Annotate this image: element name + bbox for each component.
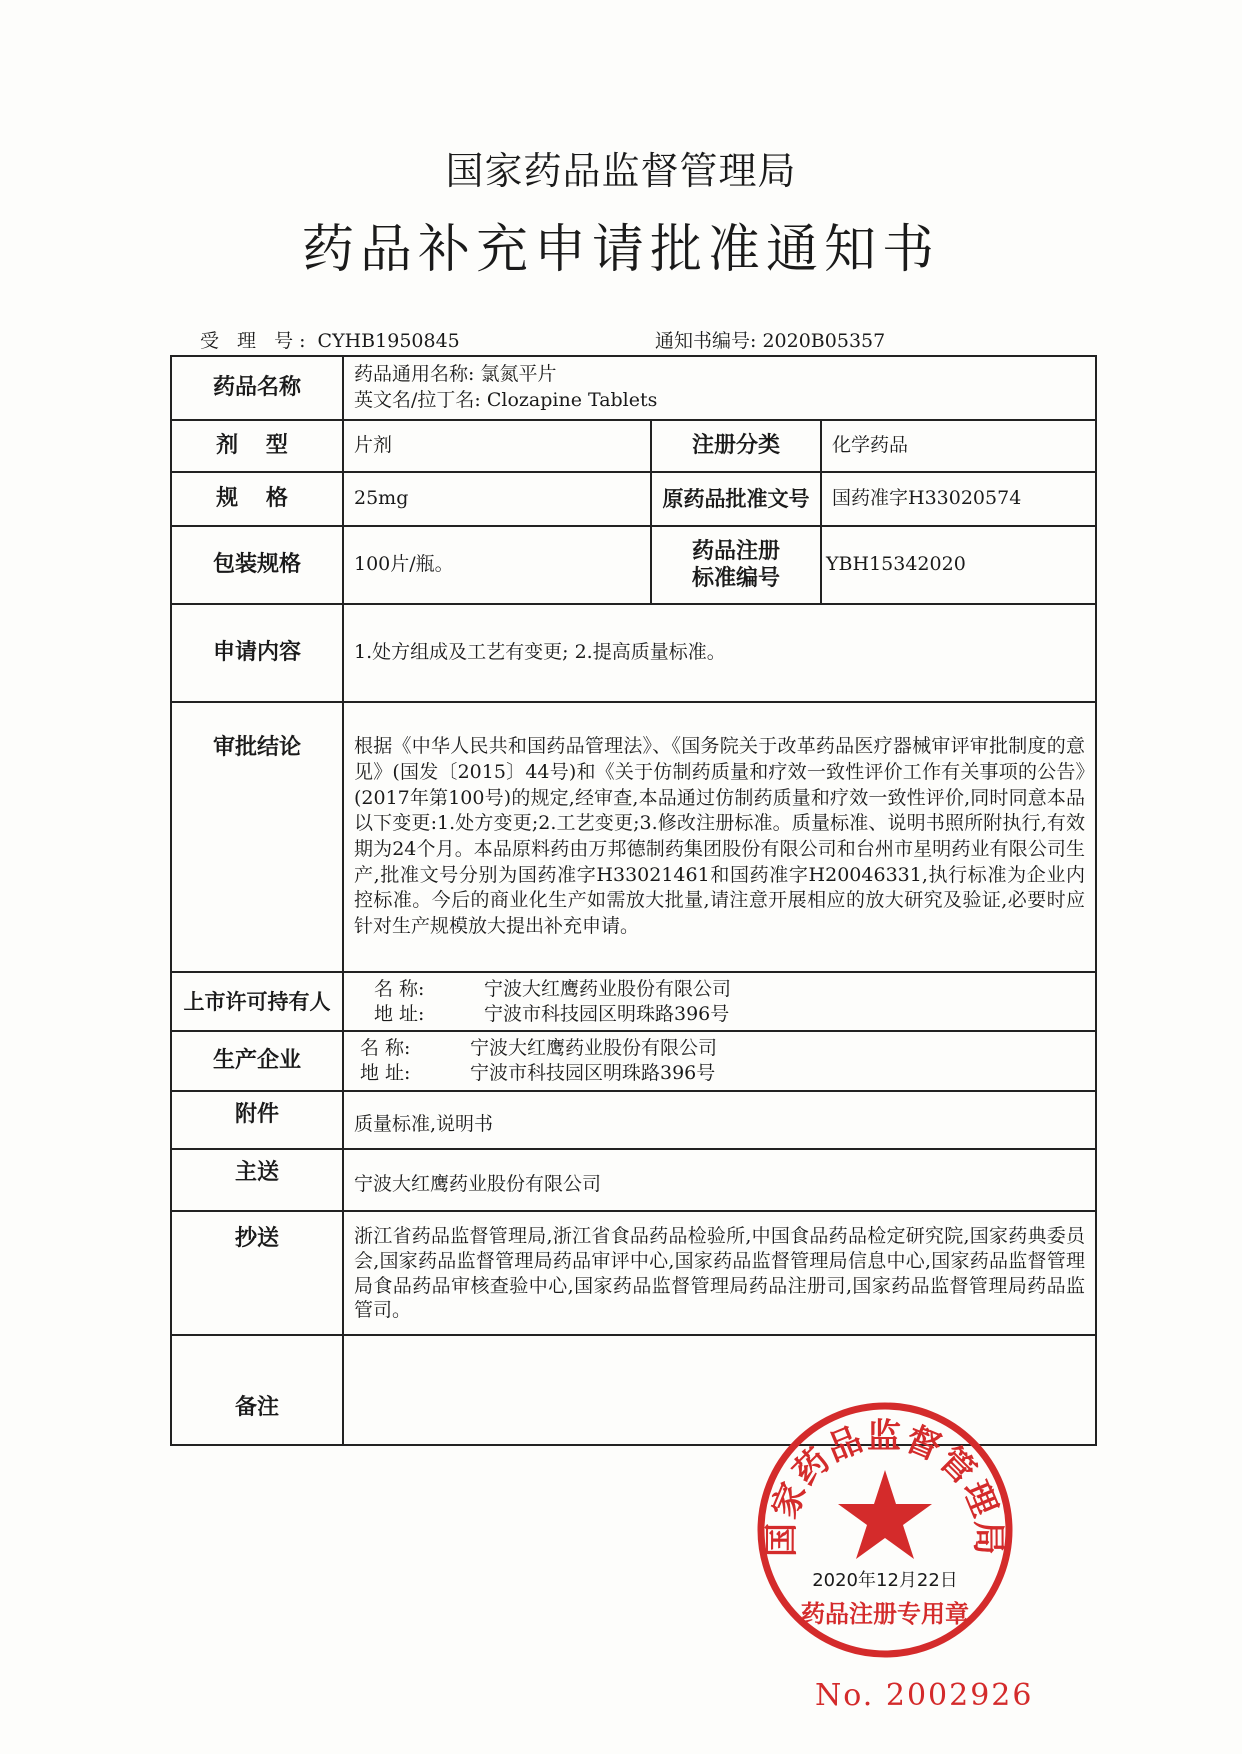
conclusion-label: 审批结论	[171, 702, 343, 972]
std-no-label-line2: 标准编号	[691, 566, 780, 591]
holder-addr-key: 地 址:	[374, 1002, 425, 1025]
holder-value	[343, 972, 1096, 1031]
dosage-form-label: 剂 型	[171, 420, 343, 472]
manufacturer-addr-key: 地 址:	[360, 1062, 411, 1085]
holder-name-line	[374, 977, 1085, 1002]
holder-addr: 宁波市科技园区明珠路396号	[484, 1002, 730, 1025]
drug-name-value	[343, 356, 1096, 420]
row-dosage-form	[171, 420, 1096, 472]
row-attachments	[171, 1091, 1096, 1149]
main-recipient-label: 主送	[171, 1149, 343, 1211]
drug-name-label: 药品名称	[171, 356, 343, 420]
seal-date: 2020年12月22日	[812, 1570, 958, 1591]
manufacturer-name: 宁波大红鹰药业股份有限公司	[470, 1037, 718, 1060]
reg-category-value: 化学药品	[821, 420, 1096, 472]
std-no-label	[651, 526, 821, 604]
manufacturer-label: 生产企业	[171, 1031, 343, 1090]
cc-label: 抄送	[171, 1211, 343, 1335]
issuing-agency: 国家药品监督管理局	[445, 149, 797, 193]
notice-number	[655, 326, 885, 353]
approval-form-table	[170, 355, 1097, 1446]
notice-number-label: 通知书编号:	[655, 330, 757, 352]
spec-value: 25mg	[343, 472, 651, 526]
application-value: 1.处方组成及工艺有变更; 2.提高质量标准。	[343, 604, 1096, 702]
row-cc	[171, 1211, 1096, 1335]
seal-star-icon	[838, 1470, 932, 1559]
row-application	[171, 604, 1096, 702]
application-label: 申请内容	[171, 604, 343, 702]
std-no-label-line1: 药品注册	[691, 538, 780, 564]
serial-number: No. 2002926	[815, 1678, 1034, 1713]
acceptance-number-label: 受 理 号:	[200, 330, 312, 352]
main-recipient-value: 宁波大红鹰药业股份有限公司	[343, 1149, 1096, 1211]
conclusion-value: 根据《中华人民共和国药品管理法》、《国务院关于改革药品医疗器械审评审批制度的意见》(国发〔2015〕44号)和《关于仿制药质量和疗效一致性评价工作有关事项的公告》(2017年第100号)的规定,经审查,本品通过仿制药质量和疗效一致性评价,同时同意本品以下变更:1.处方变更;2.工艺变更;3.修改注册标准。质量标准、说明书照所附执行,有效期为24个月。本品原料药由万邦德制药集团股份有限公司和台州市星明药业有限公司生产,批准文号分别为国药准字H33021461和国药准字H20046331,执行标准为企业内控标准。今后的商业化生产如需放大批量,请注意开展相应的放大研究及验证,必要时应针对生产规模放大提出补充申请。	[343, 702, 1096, 972]
holder-label: 上市许可持有人	[171, 972, 343, 1031]
manufacturer-addr-line	[360, 1061, 1085, 1086]
std-no-value: YBH15342020	[821, 526, 1096, 604]
row-main-recipient	[171, 1149, 1096, 1211]
dosage-form-value: 片剂	[343, 420, 651, 472]
manufacturer-name-key: 名 称:	[360, 1037, 411, 1060]
row-package	[171, 526, 1096, 604]
reg-category-label: 注册分类	[651, 420, 821, 472]
holder-name: 宁波大红鹰药业股份有限公司	[484, 978, 732, 1000]
cc-value: 浙江省药品监督管理局,浙江省食品药品检验所,中国食品药品检定研究院,国家药典委员会,国家药品监督管理局药品审评中心,国家药品监督管理局信息中心,国家药品监督管理局食品药品审核查验中心,国家药品监督管理局药品注册司,国家药品监督管理局药品监管司。	[343, 1211, 1096, 1335]
attachments-label: 附件	[171, 1091, 343, 1149]
row-manufacturer	[171, 1031, 1096, 1090]
seal-purpose: 药品注册专用章	[801, 1600, 969, 1628]
remarks-label: 备注	[171, 1335, 343, 1445]
row-spec	[171, 472, 1096, 526]
generic-name: 药品通用名称: 氯氮平片	[354, 363, 557, 386]
official-seal	[755, 1400, 1015, 1660]
spec-label: 规 格	[171, 472, 343, 526]
acceptance-number-value: CYHB1950845	[317, 330, 460, 352]
orig-approval-value: 国药准字H33020574	[821, 472, 1096, 526]
english-name: 英文名/拉丁名: Clozapine Tablets	[354, 389, 658, 411]
manufacturer-name-line	[360, 1036, 1085, 1061]
package-value: 100片/瓶。	[343, 526, 651, 604]
row-holder	[171, 972, 1096, 1031]
orig-approval-label: 原药品批准文号	[651, 472, 821, 526]
row-conclusion	[171, 702, 1096, 972]
package-label: 包装规格	[171, 526, 343, 604]
holder-name-key: 名 称:	[374, 978, 425, 1000]
acceptance-number	[200, 326, 460, 353]
seal-ring-text: 国家药品监督管理局	[761, 1416, 1009, 1557]
document-title: 药品补充申请批准通知书	[301, 220, 940, 280]
holder-addr-line	[374, 1002, 1085, 1027]
manufacturer-value	[343, 1031, 1096, 1090]
manufacturer-addr: 宁波市科技园区明珠路396号	[470, 1062, 716, 1085]
attachments-value: 质量标准,说明书	[343, 1091, 1096, 1149]
notice-number-value: 2020B05357	[762, 330, 886, 352]
row-drug-name	[171, 356, 1096, 420]
